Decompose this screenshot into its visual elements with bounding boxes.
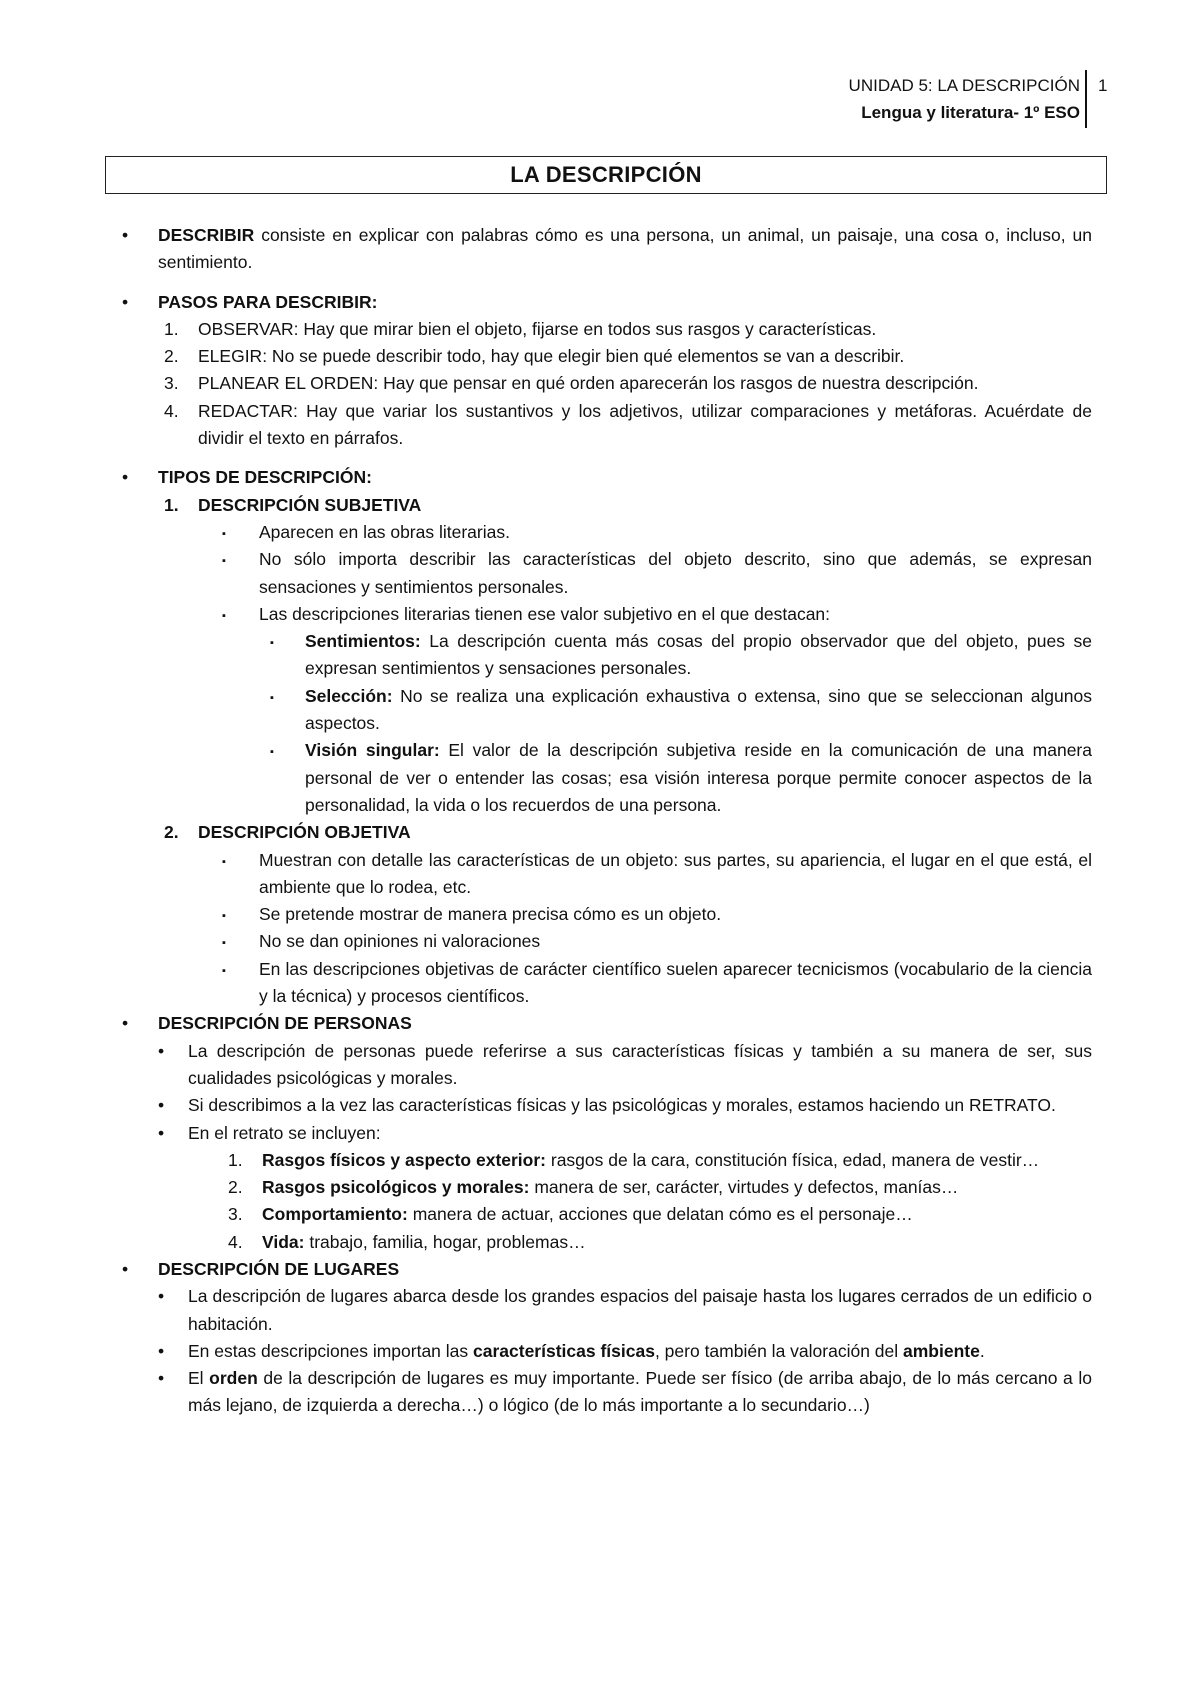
subsection-heading-subjetiva bbox=[122, 492, 1092, 519]
list-item bbox=[122, 847, 1092, 902]
bullet-marker: • bbox=[158, 1122, 165, 1143]
bullet-marker: • bbox=[122, 1013, 129, 1034]
item-text: trabajo, familia, hogar, problemas… bbox=[304, 1231, 586, 1252]
list-item bbox=[122, 1120, 1092, 1147]
item-label: Comportamiento: bbox=[262, 1204, 408, 1225]
square-marker: ▪ bbox=[222, 555, 226, 568]
list-item bbox=[122, 1283, 1092, 1338]
item-label: Sentimientos: bbox=[305, 631, 421, 652]
section-heading-tipos bbox=[122, 464, 1092, 491]
item-text: rasgos de la cara, constitución física, edad, manera de vestir… bbox=[546, 1149, 1040, 1170]
step-text: Hay que pensar en qué orden aparecerán los rasgos de nuestra descripción. bbox=[378, 373, 979, 394]
list-item bbox=[122, 901, 1092, 928]
list-item bbox=[122, 1201, 1092, 1228]
list-item bbox=[122, 628, 1092, 683]
item-label: Visión singular: bbox=[305, 740, 440, 761]
list-item bbox=[122, 519, 1092, 546]
square-marker: ▪ bbox=[222, 855, 226, 868]
item-text: manera de actuar, acciones que delatan cómo es el personaje… bbox=[407, 1204, 913, 1225]
item-text: Las descripciones literarias tienen ese valor subjetivo en el que destacan: bbox=[259, 603, 831, 624]
item-text: No se realiza una explicación exhaustiva o extensa, sino que se seleccionan algunos aspectos. bbox=[305, 685, 1092, 734]
item-text: Si describimos a la vez las características físicas y las psicológicas y morales, estamos haciendo un RETRATO. bbox=[188, 1095, 1056, 1116]
emphasis-caracteristicas: características físicas bbox=[473, 1340, 655, 1361]
list-item bbox=[122, 683, 1092, 738]
bullet-marker: • bbox=[158, 1286, 165, 1307]
item-text: Se pretende mostrar de manera precisa cómo es un objeto. bbox=[259, 904, 722, 925]
step-text: Hay que variar los sustantivos y los adjetivos, utilizar comparaciones y metáforas. Acuérdate de dividir el texto en párrafos. bbox=[198, 400, 1092, 449]
item-text: No sólo importa describir las características del objeto descrito, sino que además, se expresan sensaciones y sentimientos personales. bbox=[259, 549, 1092, 597]
square-marker: ▪ bbox=[222, 527, 226, 540]
list-number: 4. bbox=[164, 400, 179, 421]
item-text: manera de ser, carácter, virtudes y defectos, manías… bbox=[529, 1177, 959, 1198]
item-text: . bbox=[979, 1340, 985, 1361]
unit-title: UNIDAD 5: LA DESCRIPCIÓN bbox=[848, 76, 1080, 95]
list-item bbox=[122, 1229, 1092, 1256]
bullet-marker: • bbox=[122, 1258, 129, 1279]
list-item bbox=[122, 956, 1092, 1011]
list-number: 1. bbox=[164, 494, 179, 515]
step-label: OBSERVAR: bbox=[198, 318, 299, 339]
item-text: El bbox=[188, 1368, 210, 1389]
step-label: REDACTAR: bbox=[198, 400, 298, 421]
term-describir: DESCRIBIR bbox=[158, 225, 255, 245]
list-number: 1. bbox=[228, 1149, 243, 1170]
pasos-heading: PASOS PARA DESCRIBIR: bbox=[158, 291, 378, 312]
list-item bbox=[122, 1092, 1092, 1119]
bullet-marker: • bbox=[122, 291, 129, 312]
bullet-marker: • bbox=[122, 225, 129, 245]
header-divider bbox=[1085, 70, 1087, 128]
square-marker: ▪ bbox=[222, 964, 226, 977]
list-item bbox=[122, 601, 1092, 628]
content bbox=[122, 222, 1092, 1420]
item-label: Rasgos físicos y aspecto exterior: bbox=[262, 1149, 546, 1170]
subsection-heading-objetiva bbox=[122, 819, 1092, 846]
list-item bbox=[122, 546, 1092, 601]
tipos-heading: TIPOS DE DESCRIPCIÓN: bbox=[158, 467, 372, 488]
step-label: PLANEAR EL ORDEN: bbox=[198, 373, 379, 394]
item-label: Rasgos psicológicos y morales: bbox=[262, 1177, 530, 1198]
list-number: 2. bbox=[228, 1177, 243, 1198]
objetiva-heading: DESCRIPCIÓN OBJETIVA bbox=[198, 822, 411, 843]
item-text: La descripción de personas puede referirse a sus características físicas y también a su manera de ser, sus cualidades psicológicas y morales. bbox=[188, 1040, 1092, 1088]
list-item bbox=[122, 316, 1092, 343]
list-item bbox=[122, 222, 1092, 277]
page-number: 1 bbox=[1098, 76, 1108, 95]
list-item bbox=[122, 1174, 1092, 1201]
emphasis-orden: orden bbox=[209, 1368, 258, 1389]
subject-title: Lengua y literatura- 1º ESO bbox=[861, 103, 1080, 122]
bullet-marker: • bbox=[158, 1040, 165, 1061]
bullet-marker: • bbox=[158, 1368, 165, 1389]
section-heading-lugares bbox=[122, 1256, 1092, 1283]
bullet-marker: • bbox=[158, 1095, 165, 1116]
item-text: El valor de la descripción subjetiva reside en la comunicación de una manera personal de ver o entender las cosas; esa visión interesa porque permite conocer aspectos de la personalidad, la vida o los recuerdos de una persona. bbox=[305, 740, 1092, 815]
describir-text: consiste en explicar con palabras cómo es una persona, un animal, un paisaje, una cosa o, incluso, un sentimiento. bbox=[158, 225, 1092, 273]
square-marker: ▪ bbox=[222, 910, 226, 923]
list-number: 4. bbox=[228, 1231, 243, 1252]
item-text: La descripción cuenta más cosas del propio observador que del objeto, pues se expresan sentimientos y sensaciones personales. bbox=[305, 631, 1092, 679]
bullet-marker: • bbox=[122, 467, 129, 488]
personas-heading: DESCRIPCIÓN DE PERSONAS bbox=[158, 1013, 412, 1034]
emphasis-ambiente: ambiente bbox=[903, 1340, 980, 1361]
list-item bbox=[122, 1338, 1092, 1365]
item-text: La descripción de lugares abarca desde los grandes espacios del paisaje hasta los lugares cerrados de un edificio o habitación. bbox=[188, 1286, 1092, 1334]
step-label: ELEGIR: bbox=[198, 346, 268, 367]
list-number: 3. bbox=[164, 373, 179, 394]
list-item bbox=[122, 398, 1092, 453]
section-heading-personas bbox=[122, 1010, 1092, 1037]
list-number: 1. bbox=[164, 318, 179, 339]
item-text: de la descripción de lugares es muy importante. Puede ser físico (de arriba abajo, de lo más cercano a lo más lejano, de izquierda a derecha…) o lógico (de lo más importante a lo secundario…) bbox=[188, 1368, 1092, 1416]
list-item bbox=[122, 370, 1092, 397]
list-number: 2. bbox=[164, 822, 179, 843]
item-label: Selección: bbox=[305, 685, 393, 706]
list-number: 3. bbox=[228, 1204, 243, 1225]
list-item bbox=[122, 343, 1092, 370]
list-number: 2. bbox=[164, 346, 179, 367]
list-item bbox=[122, 1147, 1092, 1174]
bullet-marker: • bbox=[158, 1340, 165, 1361]
item-text: No se dan opiniones ni valoraciones bbox=[259, 931, 541, 952]
item-text: En estas descripciones importan las bbox=[188, 1340, 473, 1361]
page-header bbox=[849, 72, 1080, 126]
square-marker: ▪ bbox=[270, 691, 274, 704]
item-text: Aparecen en las obras literarias. bbox=[259, 521, 510, 542]
list-item bbox=[122, 928, 1092, 955]
page-title: LA DESCRIPCIÓN bbox=[510, 162, 702, 187]
step-text: No se puede describir todo, hay que elegir bien qué elementos se van a describir. bbox=[267, 346, 905, 367]
item-text: En las descripciones objetivas de carácter científico suelen aparecer tecnicismos (vocabulario de la ciencia y la técnica) y procesos científicos. bbox=[259, 958, 1092, 1007]
square-marker: ▪ bbox=[270, 746, 274, 759]
list-item bbox=[122, 1365, 1092, 1420]
item-text: , pero también la valoración del bbox=[654, 1340, 904, 1361]
square-marker: ▪ bbox=[222, 937, 226, 950]
square-marker: ▪ bbox=[222, 609, 226, 622]
section-heading-pasos bbox=[122, 289, 1092, 316]
item-label: Vida: bbox=[262, 1231, 305, 1252]
title-box bbox=[105, 156, 1107, 194]
square-marker: ▪ bbox=[270, 637, 274, 650]
list-item bbox=[122, 1038, 1092, 1093]
step-text: Hay que mirar bien el objeto, fijarse en todos sus rasgos y características. bbox=[298, 318, 877, 339]
item-text: Muestran con detalle las características de un objeto: sus partes, su apariencia, el lugar en el que está, el ambiente que lo rodea, etc. bbox=[259, 849, 1092, 897]
subjetiva-heading: DESCRIPCIÓN SUBJETIVA bbox=[198, 494, 422, 515]
item-text: En el retrato se incluyen: bbox=[188, 1122, 381, 1143]
list-item bbox=[122, 737, 1092, 819]
lugares-heading: DESCRIPCIÓN DE LUGARES bbox=[158, 1258, 400, 1279]
